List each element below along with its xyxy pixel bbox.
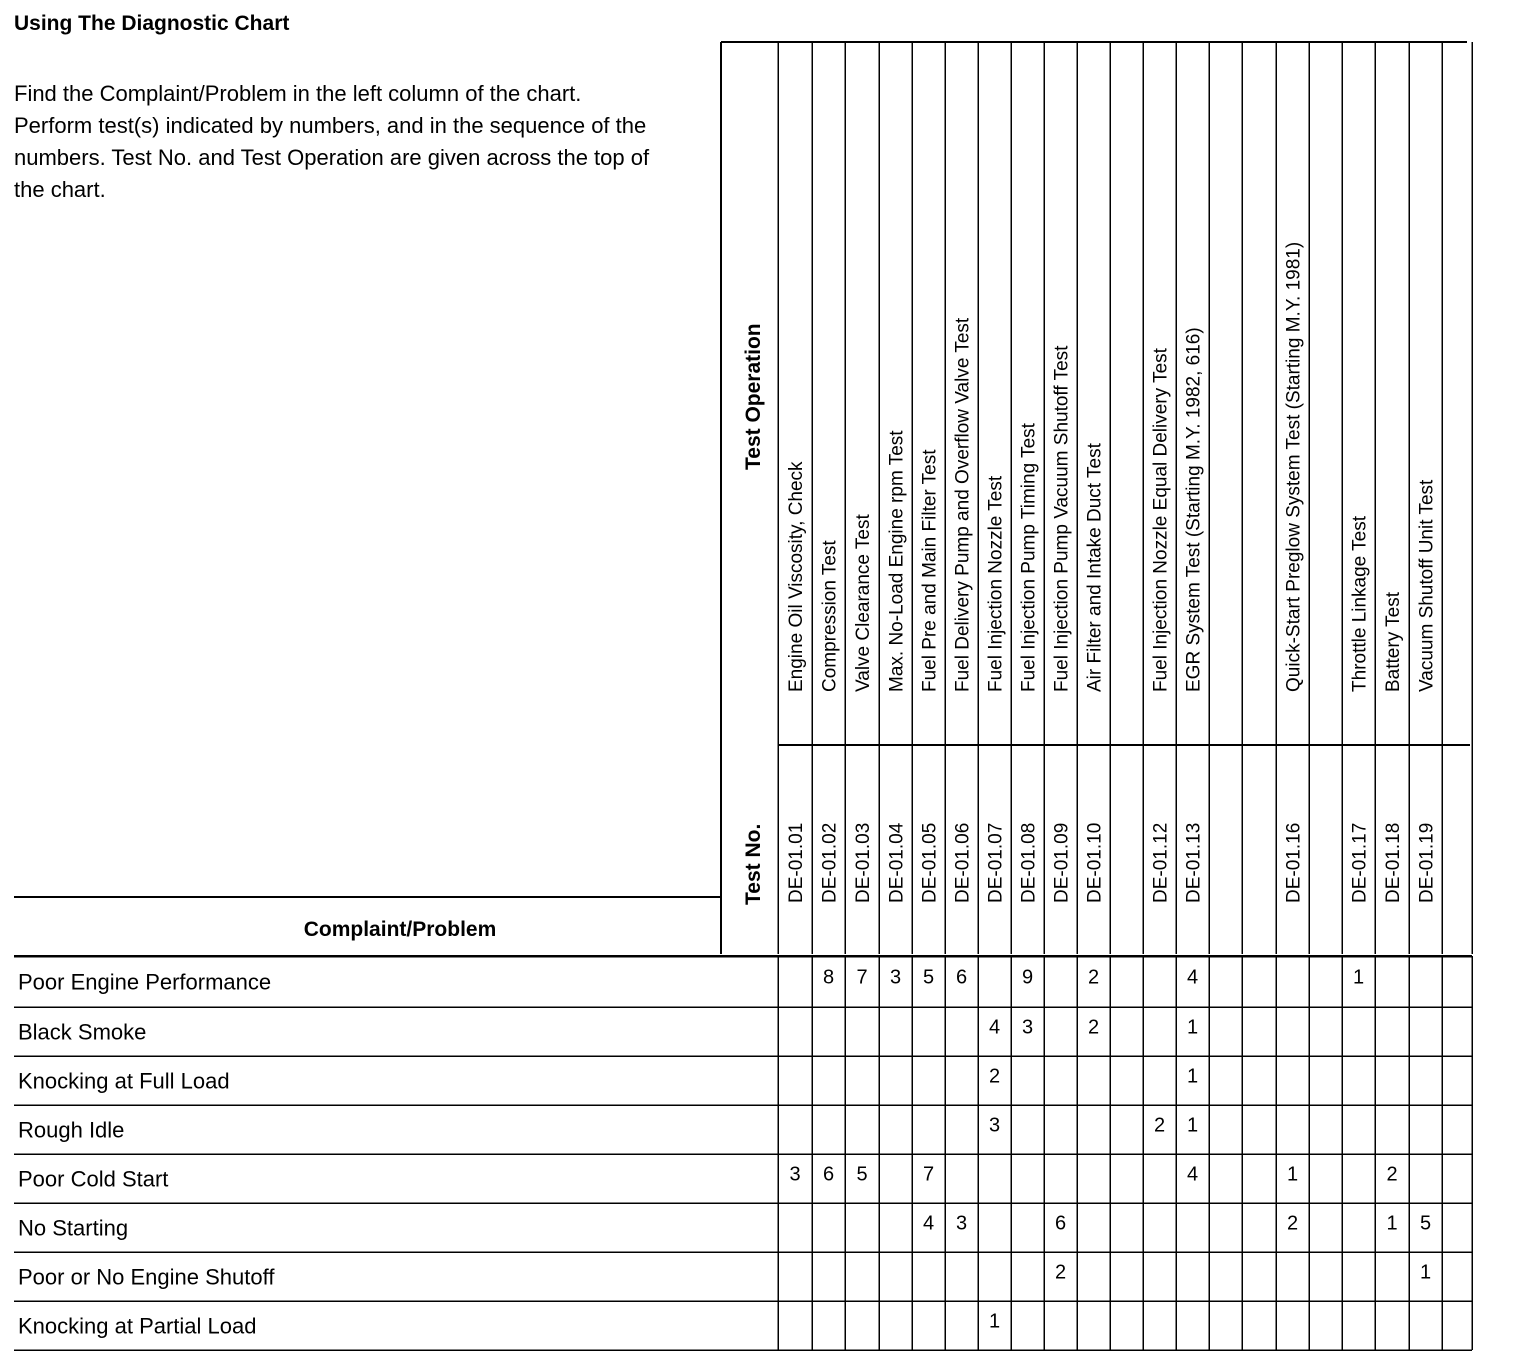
step-number: 4: [1186, 1163, 1199, 1186]
step-number: 1: [1186, 1016, 1199, 1039]
test-number-6: DE-01.06: [952, 822, 974, 903]
step-number: 3: [889, 966, 902, 989]
step-number: 6: [822, 1163, 835, 1186]
step-number: 4: [988, 1016, 1001, 1039]
problem-label-row-7: Poor or No Engine Shutoff: [18, 1264, 275, 1290]
step-number: 8: [822, 966, 835, 989]
step-number: 2: [1386, 1163, 1398, 1186]
test-operation-16: Quick-Start Preglow System Test (Starting M.Y. 1981): [1283, 241, 1305, 692]
chart-heading: Using The Diagnostic Chart: [14, 12, 290, 35]
test-operation-13: EGR System Test (Starting M.Y. 1982, 616): [1183, 327, 1205, 692]
test-number-19: DE-01.18: [1383, 822, 1404, 903]
test-operation-5: Fuel Pre and Main Filter Test: [919, 449, 941, 692]
step-number: 2: [1153, 1114, 1166, 1137]
step-number: 4: [1186, 966, 1199, 989]
step-number: 1: [1186, 1065, 1199, 1088]
step-number: 6: [1054, 1212, 1067, 1235]
intro-paragraph: Find the Complaint/Problem in the left column of the chart. Perform test(s) indicated by numbers, and in the sequence of the numbers. Test No. and Test Operation are given across the top of the chart.: [14, 81, 650, 202]
complaint-problem-label: Complaint/Problem: [303, 918, 497, 941]
test-operation-3: Valve Clearance Test: [853, 514, 874, 692]
test-number-5: DE-01.05: [919, 822, 941, 903]
step-number: 3: [988, 1114, 1001, 1137]
test-number-4: DE-01.04: [886, 822, 908, 903]
test-operation-19: Battery Test: [1383, 592, 1404, 692]
test-number-18: DE-01.17: [1349, 822, 1371, 903]
step-number: 3: [789, 1163, 801, 1186]
test-number-2: DE-01.02: [819, 822, 841, 903]
problem-label-row-1: Poor Engine Performance: [18, 969, 272, 995]
step-number: 3: [955, 1212, 968, 1235]
test-operation-4: Max. No-Load Engine rpm Test: [886, 430, 908, 692]
step-number: 5: [1419, 1212, 1432, 1235]
test-operation-7: Fuel Injection Nozzle Test: [985, 475, 1007, 692]
step-number: 1: [1286, 1163, 1299, 1186]
step-number: 7: [856, 966, 868, 989]
step-number: 2: [1286, 1212, 1299, 1235]
test-number-16: DE-01.16: [1283, 822, 1305, 903]
test-operation-2: Compression Test: [819, 540, 841, 692]
test-operation-8: Fuel Injection Pump Timing Test: [1018, 423, 1040, 692]
step-number: 1: [1352, 966, 1365, 989]
test-number-13: DE-01.13: [1183, 822, 1205, 903]
test-operation-label: Test Operation: [742, 323, 765, 470]
step-number: 9: [1021, 966, 1034, 989]
chart-content: [18, 242, 1438, 1339]
test-number-3: DE-01.03: [853, 822, 874, 903]
problem-label-row-3: Knocking at Full Load: [18, 1068, 230, 1094]
test-number-20: DE-01.19: [1416, 822, 1438, 903]
test-number-7: DE-01.07: [985, 822, 1007, 903]
problem-label-row-8: Knocking at Partial Load: [18, 1313, 257, 1339]
problem-label-row-2: Black Smoke: [18, 1019, 147, 1045]
step-number: 2: [1087, 1016, 1100, 1039]
step-number: 3: [1021, 1016, 1034, 1039]
test-number-12: DE-01.12: [1150, 822, 1172, 903]
step-number: 2: [988, 1065, 1001, 1088]
test-operation-12: Fuel Injection Nozzle Equal Delivery Test: [1150, 348, 1172, 692]
test-operation-1: Engine Oil Viscosity, Check: [786, 461, 807, 692]
step-number: 7: [922, 1163, 935, 1186]
test-number-8: DE-01.08: [1018, 822, 1040, 903]
step-number: 6: [955, 966, 968, 989]
step-number: 1: [1186, 1114, 1199, 1137]
problem-label-row-6: No Starting: [18, 1215, 129, 1241]
step-number: 2: [1087, 966, 1100, 989]
step-number: 1: [988, 1310, 1001, 1333]
test-number-1: DE-01.01: [786, 822, 807, 903]
step-number: 1: [1386, 1212, 1398, 1235]
test-operation-6: Fuel Delivery Pump and Overflow Valve Test: [952, 317, 974, 692]
test-number-10: DE-01.10: [1084, 822, 1106, 903]
step-number: 5: [856, 1163, 868, 1186]
test-number-9: DE-01.09: [1051, 822, 1073, 903]
chart-grid: [14, 42, 1472, 1350]
test-operation-9: Fuel Injection Pump Vacuum Shutoff Test: [1051, 345, 1073, 692]
step-number: 4: [922, 1212, 935, 1235]
test-no-label: Test No.: [742, 823, 765, 905]
step-number: 2: [1054, 1261, 1067, 1284]
test-operation-10: Air Filter and Intake Duct Test: [1084, 443, 1106, 692]
test-operation-18: Throttle Linkage Test: [1349, 515, 1371, 692]
step-number: 5: [922, 966, 935, 989]
step-number: 1: [1419, 1261, 1432, 1284]
problem-label-row-4: Rough Idle: [18, 1117, 125, 1143]
problem-label-row-5: Poor Cold Start: [18, 1166, 169, 1192]
test-operation-20: Vacuum Shutoff Unit Test: [1416, 479, 1438, 692]
